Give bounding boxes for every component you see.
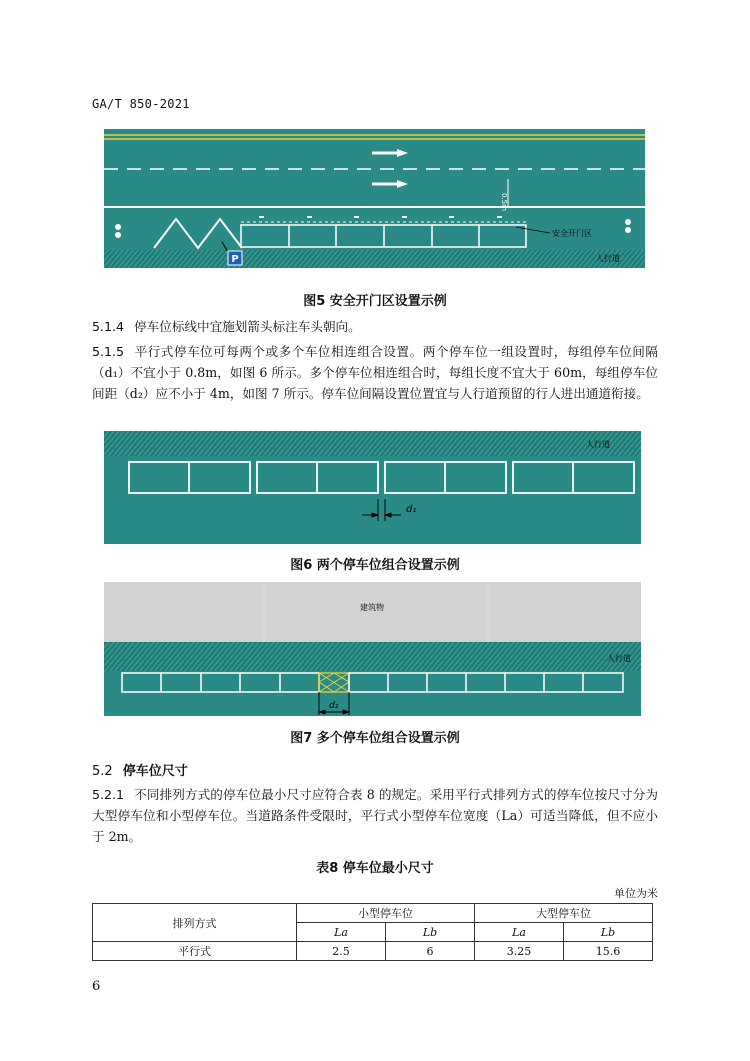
sidewalk xyxy=(104,431,641,456)
figure5-caption: 图5 安全开门区设置示例 xyxy=(303,294,447,309)
cell-large-lb: 15.6 xyxy=(564,942,653,961)
figure7-diagram xyxy=(104,582,641,716)
sidewalk-label: 人行道 xyxy=(596,254,620,263)
d2-label: d₂ xyxy=(329,701,339,711)
figure6-diagram xyxy=(104,431,641,544)
sidewalk xyxy=(104,250,645,268)
section-text: 平行式停车位可每两个或多个车位相连组合设置。两个停车位一组设置时，每组停车位间隔（d₁）不宜小于 0.8m，如图 6 所示。多个停车位相连组合时，每组长度不宜大于 60m，每组停车位间距（d₂）应不小于 4m，如图 7 所示。停车位间隔设置位置宜与人行道预留的行人进出通道衔接。 xyxy=(92,344,658,401)
section-text: 停车位标线中宜施划箭头标注车头朝向。 xyxy=(134,319,361,334)
page-number: 6 xyxy=(92,979,101,994)
cell-large-la: 3.25 xyxy=(475,942,564,961)
sidewalk xyxy=(104,642,641,671)
d1-label: d₁ xyxy=(406,504,417,515)
figure6-caption: 图6 两个停车位组合设置示例 xyxy=(290,558,460,573)
header-arrangement: 排列方式 xyxy=(93,904,297,942)
section-5-1-4 xyxy=(92,316,658,337)
subheader-large-lb: Lb xyxy=(564,923,653,942)
section-5-2-heading xyxy=(92,760,188,779)
section-number: 5.1.4 xyxy=(92,319,125,334)
figure7-caption: 图7 多个停车位组合设置示例 xyxy=(290,731,460,746)
section-text: 不同排列方式的停车位最小尺寸应符合表 8 的规定。采用平行式排列方式的停车位按尺寸分为大型停车位和小型停车位。当道路条件受限时，平行式小型停车位宽度（La）可适当降低，但不应小于 2m。 xyxy=(92,787,658,844)
table-header-row xyxy=(93,904,653,923)
section-title: 停车位尺寸 xyxy=(122,764,188,779)
sidewalk-label: 人行道 xyxy=(586,440,610,449)
section-number: 5.2.1 xyxy=(92,787,125,802)
header-small-stall: 小型停车位 xyxy=(297,904,475,923)
cell-small-la: 2.5 xyxy=(297,942,386,961)
cell-arrangement: 平行式 xyxy=(93,942,297,961)
section-number: 5.2 xyxy=(92,764,113,779)
section-5-1-5 xyxy=(92,341,658,404)
svg-text:P: P xyxy=(231,254,239,265)
svg-text:0.5m: 0.5m xyxy=(500,193,508,211)
header-large-stall: 大型停车位 xyxy=(475,904,653,923)
subheader-large-la: La xyxy=(475,923,564,942)
sidewalk-label: 人行道 xyxy=(607,654,631,663)
building-label: 建筑物 xyxy=(360,603,384,612)
table8-unit: 单位为米 xyxy=(614,887,658,900)
table-row xyxy=(93,942,653,961)
subheader-small-lb: Lb xyxy=(386,923,475,942)
safe-zone-label: 安全开门区 xyxy=(552,229,592,238)
document-header: GA/T 850-2021 xyxy=(92,97,190,111)
table8 xyxy=(92,903,653,961)
table8-title: 表8 停车位最小尺寸 xyxy=(316,861,434,876)
figure5-diagram xyxy=(104,129,645,268)
building xyxy=(104,582,641,642)
subheader-small-la: La xyxy=(297,923,386,942)
road-surface xyxy=(104,671,641,716)
section-number: 5.1.5 xyxy=(92,344,125,359)
section-5-2-1 xyxy=(92,784,658,847)
cell-small-lb: 6 xyxy=(386,942,475,961)
